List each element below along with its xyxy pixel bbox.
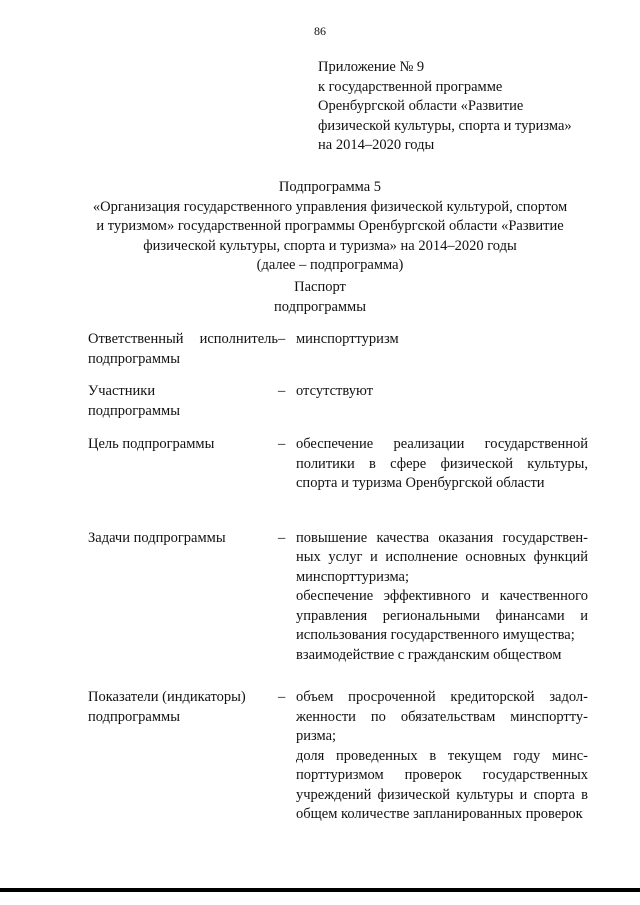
heading-line: «Организация государственного управления физической культурой, спортом: [92, 198, 568, 215]
row-value: [296, 435, 588, 494]
row-dash: –: [278, 331, 286, 347]
row-label-line: Участники: [88, 383, 156, 399]
row-value-paragraph: доля проведенных в текущем году минспорттуризмом проверок государственных учреждений физической культуры и спорта в общем количестве запланированных проверок: [296, 747, 588, 822]
row-value: [296, 382, 588, 402]
row-value-paragraph: повышение качества оказания государственных услуг и исполнение основных функций минспорттуризма;: [296, 529, 588, 585]
row-label-line: подпрограммы: [88, 350, 180, 367]
row-label-line: Задачи подпрограммы: [88, 529, 226, 546]
passport-subtitle: подпрограммы: [274, 298, 366, 315]
page-number: 86: [314, 24, 326, 38]
row-label: [88, 382, 278, 421]
heading-line: и туризмом» государственной программы Оренбургской области «Развитие: [96, 218, 564, 234]
heading-line: физической культуры, спорта и туризма» на 2014–2020 годы: [143, 237, 517, 254]
row-value: [296, 688, 588, 825]
appendix-line: Приложение № 9: [318, 59, 425, 75]
row-label: [88, 435, 278, 455]
row-value-paragraph: отсутствуют: [296, 383, 373, 399]
appendix-line: физической культуры, спорта и туризма»: [318, 117, 572, 134]
row-dash: –: [278, 689, 286, 705]
subprogram-heading: [70, 178, 590, 276]
row-value-paragraph: обеспечение эффективного и качественного управления региональными финансами и использования государственного имущества;: [296, 588, 588, 643]
row-value: [296, 529, 588, 666]
row-dash: –: [278, 436, 286, 452]
appendix-line: к государственной программе: [318, 78, 503, 95]
scan-edge-bar: [0, 888, 640, 892]
passport-table: [88, 330, 588, 825]
row-label-line: Цель подпрограммы: [88, 436, 215, 452]
row-value-paragraph: обеспечение реализации государственной политики в сфере физической культуры, спорта и туризма Оренбургской области: [296, 436, 588, 491]
row-dash: –: [278, 529, 286, 546]
row-label-line: Показатели (индикаторы): [88, 689, 246, 705]
row-value: [296, 330, 588, 350]
passport-row-goal: [88, 435, 588, 494]
heading-line: (далее – подпрограмма): [256, 257, 404, 273]
passport-title: Паспорт: [294, 279, 346, 295]
row-label: [88, 688, 278, 727]
row-value-paragraph: взаимодействие с гражданским обществом: [296, 646, 562, 663]
appendix-line: Оренбургской области «Развитие: [318, 98, 524, 114]
row-label: [88, 330, 278, 369]
passport-row-tasks: [88, 529, 588, 666]
row-dash: –: [278, 383, 286, 399]
row-value-paragraph: объем просроченной кредиторской задолженности по обязательствам минспорттуризма;: [296, 689, 588, 744]
heading-line: Подпрограмма 5: [278, 179, 382, 195]
row-label-line: подпрограммы: [88, 402, 180, 419]
row-value-paragraph: минспорттуризм: [296, 331, 399, 347]
row-label-line: Ответственный исполнитель: [88, 331, 278, 347]
row-label-line: подпрограммы: [88, 708, 180, 725]
passport-row-responsible: [88, 330, 588, 369]
passport-title-block: [0, 278, 640, 317]
appendix-line: на 2014–2020 годы: [318, 137, 435, 153]
passport-row-participants: [88, 382, 588, 421]
passport-row-indicators: [88, 688, 588, 825]
row-label: [88, 529, 278, 549]
appendix-block: [318, 58, 608, 156]
